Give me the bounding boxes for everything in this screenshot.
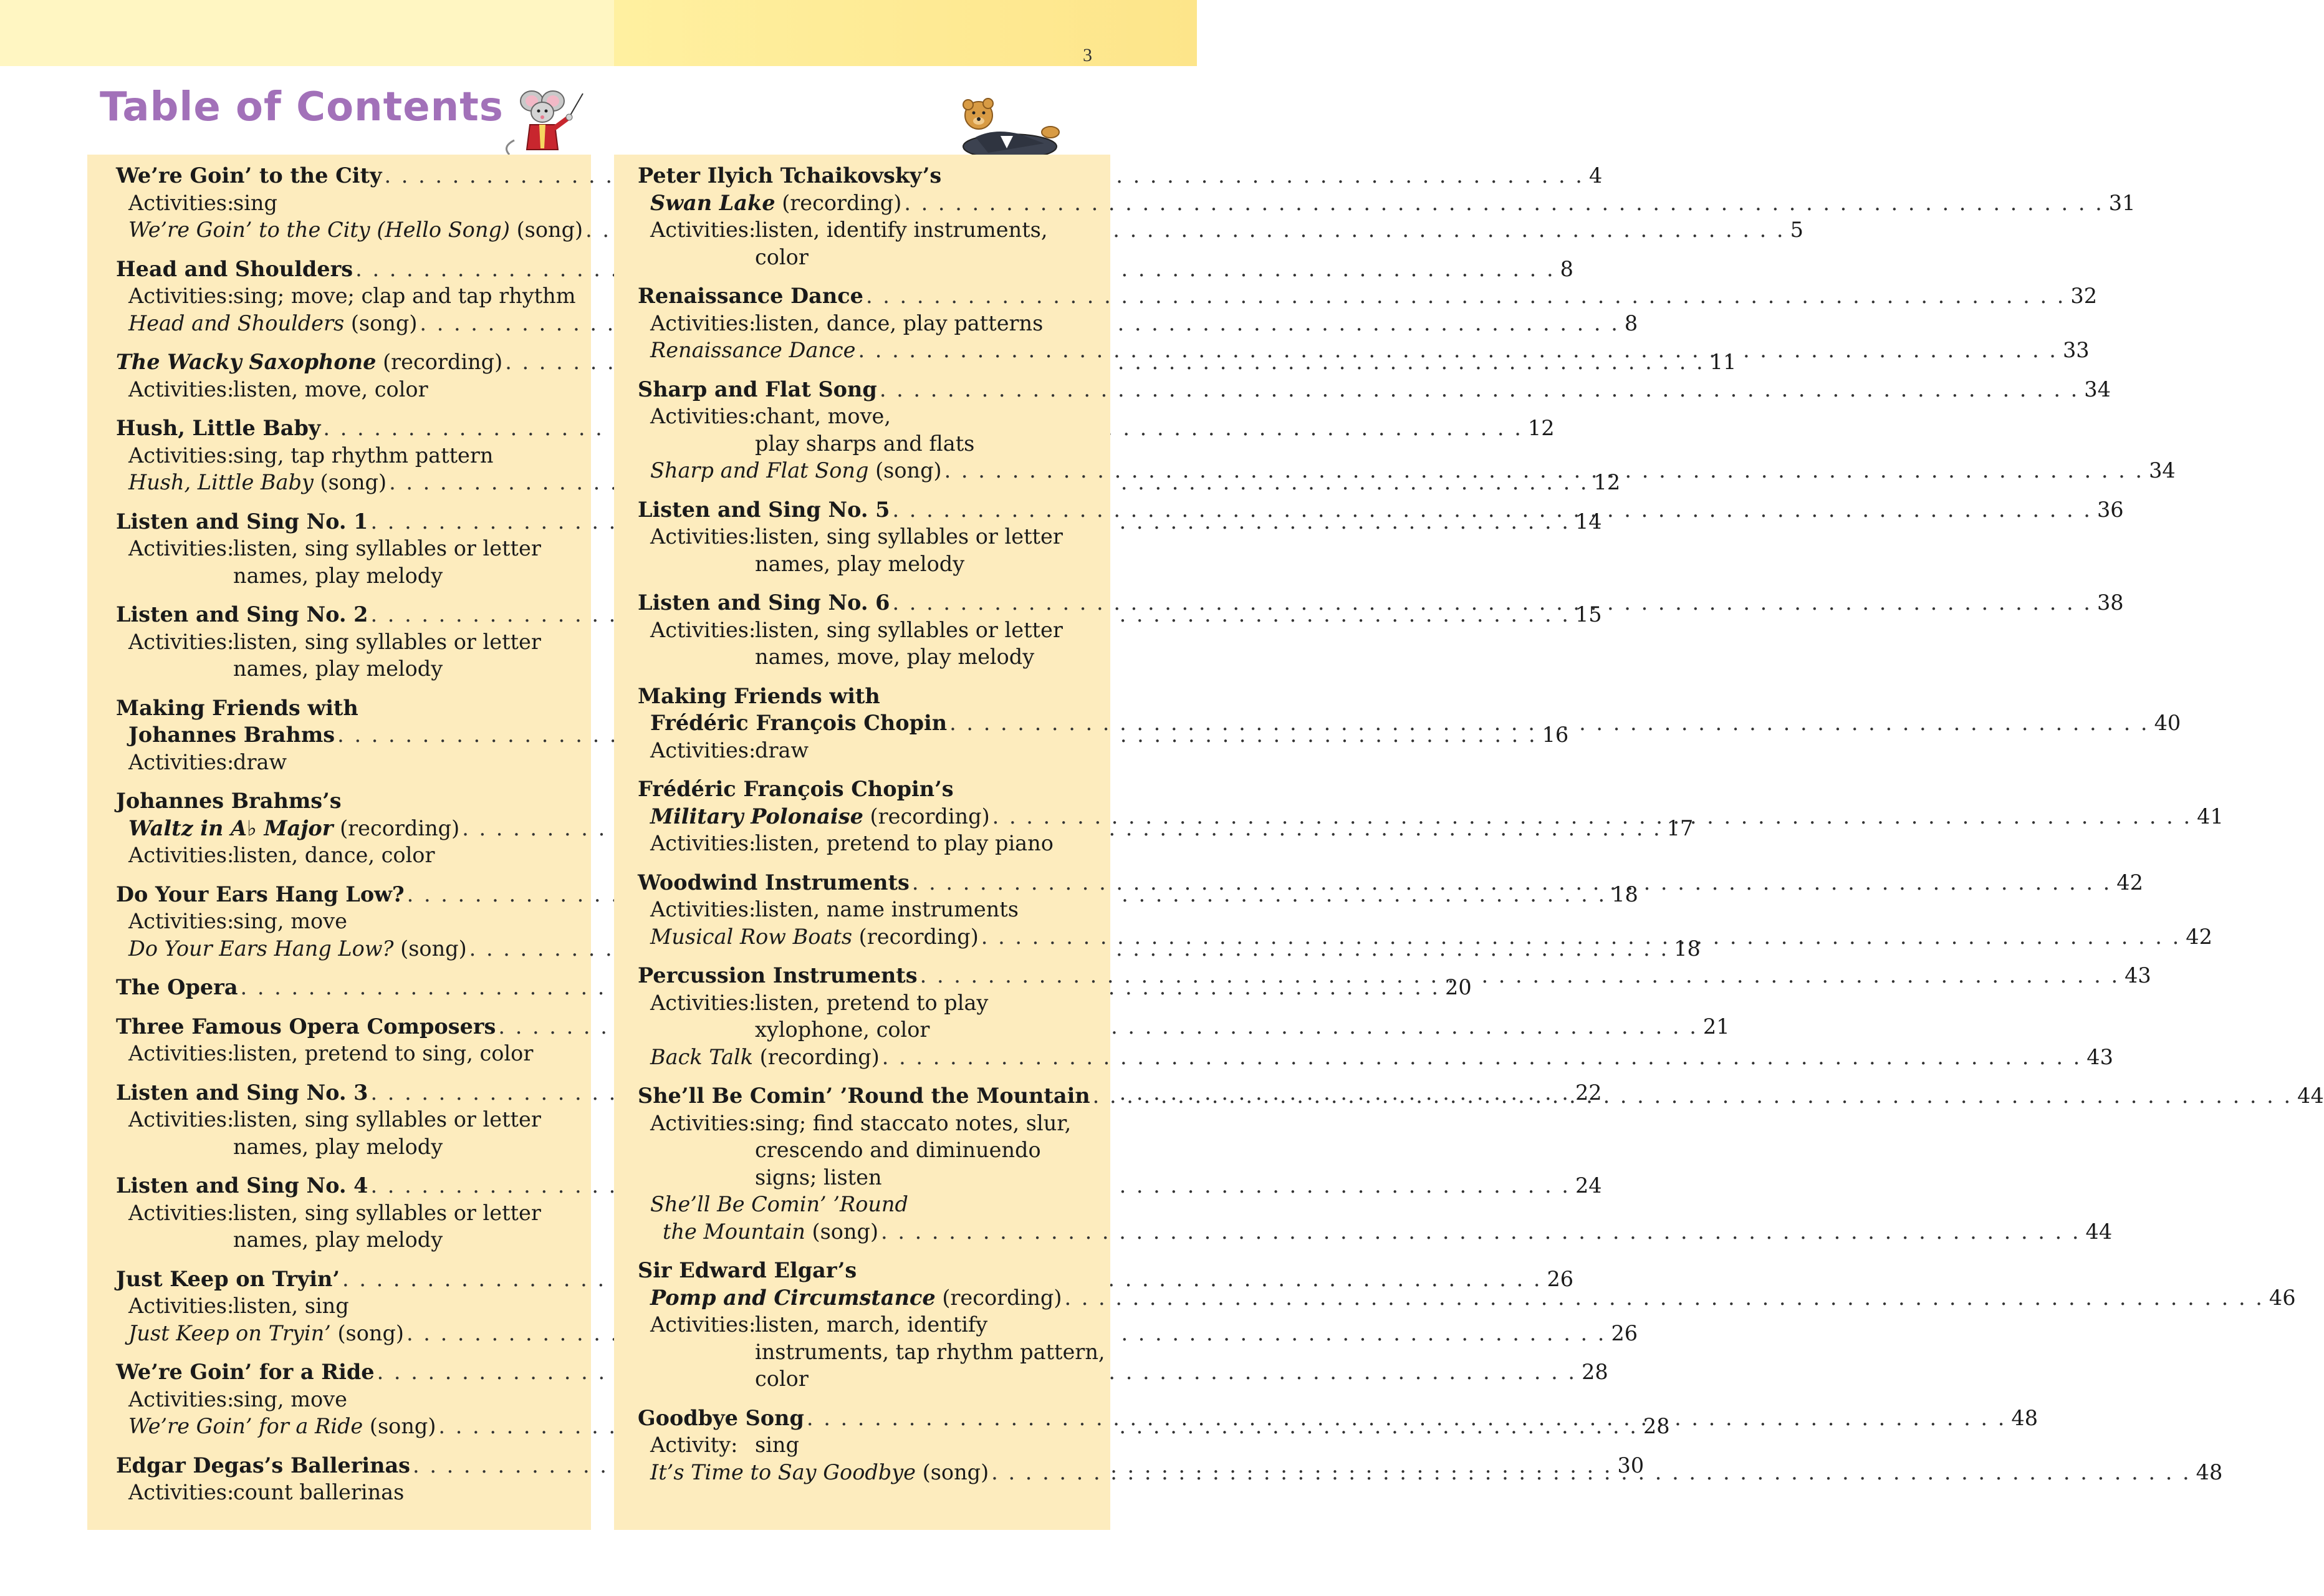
entry-title <box>116 349 502 376</box>
activities-label: Activities: <box>650 1110 756 1135</box>
activities-label: Activities: <box>650 1312 756 1337</box>
page-ref: 8 <box>1560 256 1573 281</box>
song-title: Head and Shoulders <box>128 310 345 335</box>
toc-line <box>116 1386 567 1413</box>
toc-line <box>638 1311 1087 1339</box>
dot-leader <box>881 1218 2080 1246</box>
page-ref: 24 <box>1575 1173 1602 1198</box>
page-ref: 43 <box>2125 963 2151 988</box>
mouse-conductor-illustration <box>496 81 589 156</box>
song-line <box>128 310 417 337</box>
toc-line <box>116 442 567 469</box>
song-title: We’re Goin’ to the City (Hello Song) <box>128 218 510 242</box>
toc-line <box>116 1199 567 1227</box>
activities-label: Activities: <box>128 377 234 401</box>
activities-continued: names, play melody <box>233 656 443 681</box>
entry-title: Frédéric François Chopin’s <box>638 777 954 801</box>
page-ref: 5 <box>1790 218 1803 242</box>
toc-line <box>116 842 567 869</box>
page-ref: 18 <box>1611 882 1638 906</box>
dot-leader <box>1064 1284 2264 1312</box>
activities-label: Activities: <box>128 1041 234 1065</box>
work-title: Pomp and Circumstance <box>650 1285 936 1310</box>
activities-text: listen, sing syllables or letter <box>233 1200 541 1225</box>
page-ref: 14 <box>1575 509 1602 534</box>
entry-title: We’re Goin’ for a Ride <box>116 1360 375 1384</box>
toc-line <box>638 162 1087 190</box>
activities-label: Activities: <box>650 831 756 855</box>
page-ref: 40 <box>2154 711 2181 735</box>
activities-line <box>650 523 1063 550</box>
page-ref: 41 <box>2197 804 2224 829</box>
song-type: (song) <box>393 936 467 961</box>
page-ref: 36 <box>2096 497 2124 522</box>
activities-text: listen, dance, color <box>233 843 435 867</box>
entry-title: Listen and Sing No. 3 <box>116 1080 368 1105</box>
page-ref: 48 <box>2196 1459 2223 1484</box>
toc-line <box>638 430 1087 458</box>
activities-line <box>650 896 1019 923</box>
toc-line <box>638 1110 1087 1137</box>
song-title: Hush, Little Baby <box>128 470 314 494</box>
toc-line <box>116 190 567 217</box>
toc-line <box>638 617 1087 644</box>
song-line <box>650 1044 880 1071</box>
toc-line <box>638 896 1087 923</box>
activities-label: Activities: <box>128 1387 234 1411</box>
activities-continued: xylophone, color <box>755 1017 930 1042</box>
activities-label: Activities: <box>128 749 234 774</box>
entry-title: Peter Ilyich Tchaikovsky’s <box>638 163 942 188</box>
entry-title: The Opera <box>116 975 238 999</box>
toc-line <box>116 282 576 310</box>
toc-line <box>116 562 567 590</box>
song-line <box>663 1218 878 1246</box>
song-line <box>650 923 979 951</box>
song-type: (song) <box>363 1414 436 1438</box>
activities-text: listen, move, color <box>233 377 428 401</box>
page-ref: 11 <box>1709 350 1737 374</box>
dot-leader <box>1093 1082 2292 1110</box>
entry-title: Just Keep on Tryin’ <box>116 1266 340 1291</box>
activities-text: listen, dance, play patterns <box>755 310 1044 335</box>
toc-line <box>116 1133 567 1161</box>
activities-label: Activity: <box>650 1433 738 1457</box>
page-ref: 28 <box>1643 1414 1670 1438</box>
activities-text: sing, tap rhythm pattern <box>233 443 494 468</box>
toc-line <box>638 190 2136 217</box>
entry-title: Edgar Degas’s Ballerinas <box>116 1453 411 1478</box>
song-type: (recording) <box>753 1044 880 1069</box>
toc-line <box>116 535 567 562</box>
entry-title: Three Famous Opera Composers <box>116 1014 496 1039</box>
activities-line <box>650 1431 799 1459</box>
song-title: Musical Row Boats <box>650 924 853 949</box>
activities-text: draw <box>233 749 287 774</box>
activities-continued: names, play melody <box>233 563 443 588</box>
toc-line <box>116 1292 567 1320</box>
toc-line <box>638 244 1087 271</box>
activities-label: Activities: <box>128 190 234 215</box>
page-ref: 32 <box>2070 284 2098 308</box>
page-ref: 31 <box>2108 190 2136 215</box>
entry-title: Listen and Sing No. 6 <box>638 590 890 615</box>
activities-label: Activities: <box>128 843 234 867</box>
activities-line <box>128 749 287 776</box>
page-ref: 4 <box>1588 163 1603 188</box>
activities-label: Activities: <box>128 1200 234 1225</box>
activities-line <box>650 216 1048 244</box>
entry-title: Listen and Sing No. 2 <box>116 602 368 627</box>
work-title: Military Polonaise <box>650 804 863 829</box>
entry-title <box>650 803 990 830</box>
activities-continued: color <box>755 1367 809 1391</box>
activities-line <box>128 535 541 562</box>
activities-label: Activities: <box>650 990 756 1015</box>
toc-line <box>116 1226 567 1254</box>
entry-title: We’re Goin’ to the City <box>116 163 382 188</box>
activities-text: sing; move; clap and tap rhythm <box>233 284 576 308</box>
entry-title: Making Friends with <box>638 683 880 708</box>
toc-line <box>638 737 1087 764</box>
toc-line <box>638 403 1087 430</box>
toc-line <box>116 908 567 935</box>
dot-leader <box>949 709 2149 737</box>
page-ref: 21 <box>1702 1014 1730 1039</box>
activities-line <box>128 1199 541 1227</box>
activities-label: Activities: <box>128 443 234 468</box>
toc-line <box>638 1365 1087 1393</box>
song-line <box>128 1413 436 1440</box>
song-title: Sharp and Flat Song <box>650 458 869 483</box>
entry-title: She’ll Be Comin’ ’Round the Mountain <box>638 1084 1090 1108</box>
activities-label: Activities: <box>128 1480 234 1504</box>
activities-text: sing <box>233 190 277 215</box>
page-title: Table of Contents <box>100 84 504 130</box>
activities-line <box>128 1040 533 1067</box>
dot-leader <box>991 1459 2191 1486</box>
toc-line <box>116 749 567 776</box>
activities-text: listen, march, identify <box>755 1312 988 1337</box>
activities-text: sing, move <box>233 1387 347 1411</box>
work-title: Waltz in A♭ Major <box>128 815 334 840</box>
activities-line <box>650 1110 1071 1137</box>
page-number: 3 <box>1083 45 1092 65</box>
activities-line <box>650 830 1054 857</box>
entry-title: Do Your Ears Hang Low? <box>116 882 405 906</box>
toc-line <box>638 282 2098 310</box>
page-ref: 38 <box>2096 590 2124 615</box>
toc-line <box>638 1016 1087 1044</box>
toc-line <box>638 643 1087 671</box>
entry-title <box>128 815 459 842</box>
activities-label: Activities: <box>650 310 756 335</box>
page-ref: 30 <box>1617 1453 1645 1478</box>
activities-text: listen, pretend to play <box>755 990 989 1015</box>
work-type: (recording) <box>333 815 460 840</box>
toc-line <box>638 1191 1087 1218</box>
entry-title: Hush, Little Baby <box>116 416 321 440</box>
activities-continued: crescendo and diminuendo <box>755 1138 1041 1162</box>
toc-line <box>638 989 1087 1017</box>
toc-line <box>638 523 1087 550</box>
dot-leader <box>866 282 2065 310</box>
page-ref: 44 <box>2085 1219 2113 1244</box>
activities-label: Activities: <box>650 524 756 549</box>
activities-line <box>128 1479 404 1506</box>
dot-leader <box>992 803 2192 830</box>
song-type: (song) <box>805 1219 879 1244</box>
song-type: (song) <box>313 470 387 494</box>
entry-title <box>650 190 901 217</box>
activities-line <box>650 1311 987 1339</box>
song-line <box>128 1320 404 1347</box>
toc-line <box>638 1164 1087 1191</box>
activities-line <box>128 908 347 935</box>
activities-line <box>650 310 1043 337</box>
page-ref: 16 <box>1542 723 1569 747</box>
activities-text: listen, pretend to sing, color <box>233 1041 534 1065</box>
entry-title: Sharp and Flat Song <box>638 377 877 401</box>
work-type: (recording) <box>775 190 902 215</box>
song-line <box>128 935 467 963</box>
activities-continued: names, move, play melody <box>755 645 1035 669</box>
page-ref: 12 <box>1527 416 1555 440</box>
page-ref: 34 <box>2084 377 2111 401</box>
dot-leader <box>858 337 2057 364</box>
activities-text: listen, sing syllables or letter <box>233 536 541 560</box>
activities-text: sing, move <box>233 909 347 933</box>
activities-text: sing; find staccato notes, slur, <box>755 1110 1072 1135</box>
song-type: (song) <box>868 458 942 483</box>
dot-leader <box>981 923 2181 951</box>
work-title: Swan Lake <box>650 190 775 215</box>
dot-leader <box>892 589 2091 617</box>
activities-line <box>128 1386 347 1413</box>
page-ref: 15 <box>1575 602 1602 627</box>
toc-line <box>116 1040 567 1067</box>
activities-text: listen, identify instruments, <box>755 218 1048 242</box>
activities-continued: instruments, tap rhythm pattern, <box>755 1339 1105 1364</box>
activities-line <box>128 376 428 403</box>
dot-leader <box>807 1405 2006 1432</box>
toc-line <box>116 695 567 722</box>
activities-line <box>128 1106 541 1133</box>
header-band-left <box>0 0 614 66</box>
activities-label: Activities: <box>128 1294 234 1318</box>
song-type: (song) <box>509 218 583 242</box>
toc-line <box>638 1431 1087 1459</box>
activities-continued: play sharps and flats <box>755 431 975 456</box>
toc-line <box>638 550 1087 578</box>
entry-title: Making Friends with <box>116 695 358 720</box>
song-line <box>128 216 583 244</box>
page-ref: 8 <box>1624 310 1638 335</box>
toc-line <box>638 310 1087 337</box>
toc-line <box>638 776 1087 803</box>
activities-text: count ballerinas <box>233 1480 405 1504</box>
song-title: It’s Time to Say Goodbye <box>650 1459 916 1484</box>
activities-text: chant, move, <box>755 404 891 428</box>
dot-leader <box>912 869 2111 897</box>
entry-title <box>650 1284 1062 1312</box>
song-line <box>650 1459 989 1486</box>
activities-label: Activities: <box>128 1107 234 1132</box>
toc-line <box>638 1218 2113 1246</box>
activities-line <box>128 190 277 217</box>
entry-title: Johannes Brahms <box>128 723 335 747</box>
bear-lounging-illustration <box>951 94 1063 156</box>
activities-label: Activities: <box>128 536 234 560</box>
work-type: (recording) <box>376 350 503 374</box>
activities-text: listen, sing syllables or letter <box>755 524 1063 549</box>
page-ref: 17 <box>1666 815 1694 840</box>
activities-line <box>650 989 988 1017</box>
activities-label: Activities: <box>650 218 756 242</box>
page-ref: 46 <box>2269 1285 2296 1310</box>
activities-text: listen, pretend to play piano <box>755 831 1054 855</box>
activities-line <box>128 442 493 469</box>
entry-title: Johannes Brahms’s <box>116 789 342 813</box>
toc-line <box>638 830 1087 857</box>
song-line <box>650 457 942 484</box>
toc-line <box>116 655 567 683</box>
entry-title: Listen and Sing No. 4 <box>116 1173 368 1198</box>
activities-text: listen, sing syllables or letter <box>233 629 541 654</box>
work-title: The Wacky Saxophone <box>116 350 377 374</box>
toc-line <box>638 1137 1087 1164</box>
song-title: We’re Goin’ for a Ride <box>128 1414 363 1438</box>
toc-line <box>638 216 1087 244</box>
toc-line <box>638 1044 2113 1071</box>
dot-leader <box>920 962 2120 989</box>
dot-leader <box>880 376 2079 403</box>
activities-line <box>128 1292 349 1320</box>
page-ref: 42 <box>2186 924 2212 949</box>
dot-leader <box>882 1044 2082 1071</box>
page-ref: 42 <box>2116 870 2143 895</box>
activities-label: Activities: <box>128 629 234 654</box>
entry-title: Percussion Instruments <box>638 963 918 988</box>
activities-text: listen, sing <box>233 1294 349 1318</box>
toc-line <box>638 376 2111 403</box>
page-ref: 22 <box>1575 1080 1602 1105</box>
song-title: Back Talk <box>650 1044 754 1069</box>
song-title: Renaissance Dance <box>650 338 856 362</box>
song-type: (song) <box>916 1459 989 1484</box>
activities-label: Activities: <box>650 404 756 428</box>
activities-line <box>650 617 1063 644</box>
toc-line <box>116 628 567 656</box>
header-band-right <box>614 0 1197 66</box>
toc-line <box>116 376 567 403</box>
entry-title: Listen and Sing No. 5 <box>638 497 890 522</box>
page-ref: 48 <box>2011 1405 2038 1430</box>
activities-label: Activities: <box>128 909 234 933</box>
page-ref: 44 <box>2297 1084 2324 1108</box>
toc-entry <box>638 162 2136 271</box>
page-ref: 26 <box>1611 1320 1638 1345</box>
page-ref: 34 <box>2149 458 2176 483</box>
song-title: Just Keep on Tryin’ <box>128 1320 331 1345</box>
toc-line <box>116 1479 567 1506</box>
activities-continued: names, play melody <box>755 551 965 576</box>
activities-text: listen, name instruments <box>755 897 1019 921</box>
entry-title: Woodwind Instruments <box>638 870 910 895</box>
page-ref: 28 <box>1582 1360 1608 1384</box>
song-title: the Mountain <box>663 1219 805 1244</box>
activities-continued: color <box>755 244 809 269</box>
activities-label: Activities: <box>650 897 756 921</box>
activities-text: listen, sing syllables or letter <box>755 617 1063 642</box>
song-line <box>650 1191 908 1218</box>
page-ref: 12 <box>1593 470 1621 494</box>
activities-text: draw <box>755 738 809 762</box>
entry-title: Frédéric François Chopin <box>650 711 948 735</box>
activities-line <box>128 842 435 869</box>
toc-line <box>638 1339 1105 1366</box>
toc-line <box>116 1106 567 1133</box>
page-ref: 26 <box>1547 1266 1574 1291</box>
activities-line <box>650 403 891 430</box>
dot-leader <box>904 190 2103 217</box>
song-line <box>650 337 855 364</box>
toc-line <box>638 1257 1087 1284</box>
work-type: (recording) <box>935 1285 1062 1310</box>
activities-line <box>650 737 809 764</box>
activities-label: Activities: <box>650 617 756 642</box>
work-type: (recording) <box>863 804 990 829</box>
song-type: (recording) <box>852 924 979 949</box>
song-type: (song) <box>344 310 418 335</box>
activities-text: sing <box>755 1433 799 1457</box>
entry-title: Sir Edward Elgar’s <box>638 1258 857 1282</box>
song-line <box>128 469 387 496</box>
activities-label: Activities: <box>650 738 756 762</box>
activities-text: listen, sing syllables or letter <box>233 1107 541 1132</box>
activities-line <box>128 282 576 310</box>
entry-title: Goodbye Song <box>638 1405 804 1430</box>
dot-leader <box>944 457 2144 484</box>
song-title: She’ll Be Comin’ ’Round <box>650 1192 908 1216</box>
activities-continued: signs; listen <box>755 1165 882 1190</box>
song-title: Do Your Ears Hang Low? <box>128 936 394 961</box>
song-type: (song) <box>330 1320 404 1345</box>
entry-title: Head and Shoulders <box>116 256 353 281</box>
toc-line <box>638 683 1087 710</box>
entry-title: Listen and Sing No. 1 <box>116 509 368 534</box>
page-ref: 33 <box>2062 338 2090 362</box>
activities-line <box>128 628 541 656</box>
toc-line <box>638 1284 2296 1312</box>
page-ref: 18 <box>1674 936 1701 961</box>
activities-label: Activities: <box>128 284 234 308</box>
page-ref: 20 <box>1445 975 1472 999</box>
toc-line <box>116 787 567 815</box>
activities-continued: names, play melody <box>233 1134 443 1159</box>
page-ref: 43 <box>2086 1044 2113 1069</box>
dot-leader <box>892 496 2091 524</box>
activities-continued: names, play melody <box>233 1228 443 1252</box>
entry-title: Renaissance Dance <box>638 284 863 308</box>
